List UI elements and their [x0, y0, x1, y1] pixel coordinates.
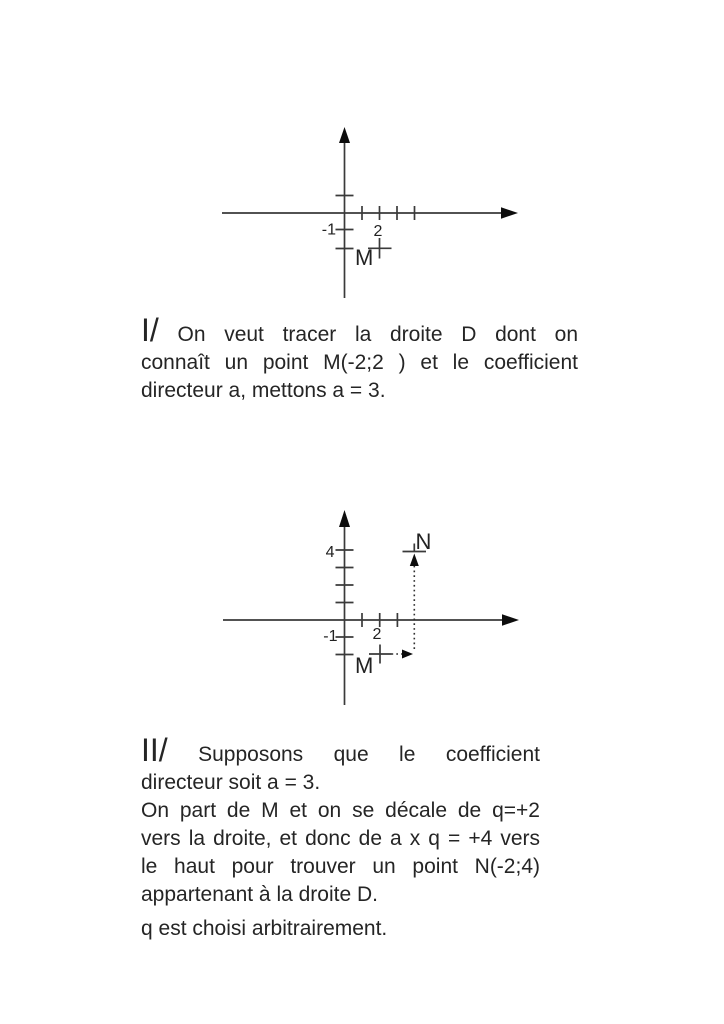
section-2-numeral: II/ [141, 732, 168, 768]
diagram-2-coordinate-plane [215, 503, 527, 713]
shift-up-arrow-icon [410, 554, 419, 567]
x-axis-arrow-icon [501, 207, 518, 218]
section-1-line: connaît un point M(-2;2 ) et le coefficient [141, 351, 578, 374]
section-2-line: le haut pour trouver un point N(-2;4) [141, 855, 540, 878]
y-axis-arrow-icon [339, 127, 350, 143]
x-axis-label-2: 2 [372, 626, 382, 643]
paragraph-section-2 [141, 732, 540, 943]
section-2-text: Supposons que le coefficient [198, 743, 540, 766]
paragraph-section-1 [141, 312, 578, 405]
section-1-numeral: I/ [141, 312, 159, 348]
section-2-line: directeur soit a = 3. [141, 771, 321, 794]
section-2-line: vers la droite, et donc de a x q = +4 vers [141, 827, 540, 850]
y-axis-arrow-icon [339, 510, 350, 527]
section-1-text: On veut tracer la droite D dont on [177, 323, 578, 346]
section-1-line: directeur a, mettons a = 3. [141, 379, 386, 402]
y-axis-label-minus1: -1 [323, 628, 338, 645]
footnote-q-arbitrary: q est choisi arbitrairement. [141, 917, 388, 940]
section-2-line: On part de M et on se décale de q=+2 [141, 799, 540, 822]
point-n-label: N [415, 529, 432, 554]
shift-right-arrow-icon [402, 650, 413, 659]
section-2-line: appartenant à la droite D. [141, 883, 378, 906]
point-m-label: M [355, 653, 374, 678]
x-axis-arrow-icon [502, 614, 519, 625]
diagram-1-coordinate-plane [215, 118, 527, 306]
x-axis-label-2: 2 [373, 223, 383, 240]
point-m-label: M [355, 245, 374, 270]
y-axis-label-minus1: -1 [321, 221, 336, 239]
section-2-line [141, 732, 540, 769]
section-1-line [141, 312, 578, 349]
y-axis-label-4: 4 [325, 544, 335, 561]
